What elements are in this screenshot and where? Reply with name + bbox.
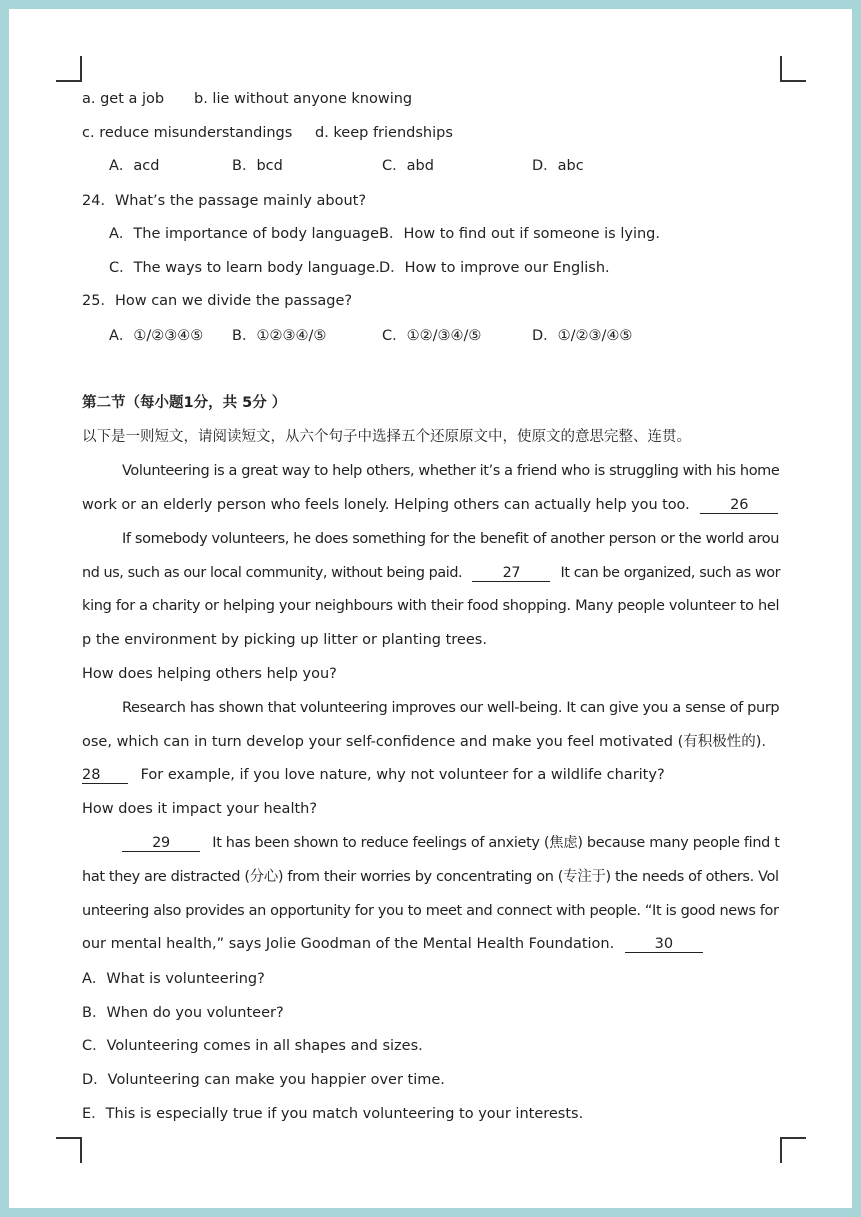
q23-item-a: a. get a job	[82, 91, 165, 107]
passage-p2-line-3: king for a charity or helping your neighbours with their food shopping. Many people volunteer to hel	[82, 598, 780, 614]
q23-item-d: d. keep friendships	[315, 125, 453, 141]
answer-blank-26[interactable]: 26	[700, 497, 778, 514]
q25-stem: 25．How can we divide the passage?	[82, 293, 353, 309]
choice-a[interactable]: A．What is volunteering?	[82, 971, 265, 987]
q24-option-c[interactable]: C．The ways to learn body language.	[109, 260, 380, 276]
choice-e[interactable]: E．This is especially true if you match volunteering to your interests.	[82, 1106, 584, 1122]
section-heading: 第二节（每小题1分，共 5分 ）	[82, 395, 287, 411]
q24-stem: 24．What’s the passage mainly about?	[82, 193, 367, 209]
section-instruction: 以下是一则短文，请阅读短文，从六个句子中选择五个还原原文中，使原文的意思完整、连贯。	[82, 429, 691, 445]
passage-p3-line-1: Research has shown that volunteering improves our well-being. It can give you a sense of purp	[122, 700, 780, 716]
answer-blank-27[interactable]: 27	[472, 565, 550, 582]
passage-p4-line-1	[122, 833, 780, 853]
q23-option-a[interactable]: A．acd	[109, 158, 160, 174]
answer-blank-29[interactable]: 29	[122, 835, 200, 852]
passage-p1-line-2	[82, 495, 778, 515]
q25-option-b[interactable]: B．①②③④/⑤	[232, 328, 327, 344]
q23-option-c[interactable]: C．abd	[382, 158, 434, 174]
passage-p2-line-4: p the environment by picking up litter or planting trees.	[82, 632, 487, 648]
q23-option-b[interactable]: B．bcd	[232, 158, 283, 174]
q23-option-d[interactable]: D．abc	[532, 158, 584, 174]
q25-option-a[interactable]: A．①/②③④⑤	[109, 328, 204, 344]
q23-item-c: c. reduce misunderstandings	[82, 125, 293, 141]
answer-blank-28[interactable]: 28	[82, 767, 128, 784]
passage-subheading-2: How does it impact your health?	[82, 801, 318, 817]
q23-item-b: b. lie without anyone knowing	[194, 91, 413, 107]
passage-p1-line-1: Volunteering is a great way to help others, whether it’s a friend who is struggling with his home	[122, 463, 780, 479]
passage-p4-line-2: hat they are distracted (分心) from their worries by concentrating on (专注于) the needs of others. Vol	[82, 869, 779, 885]
passage-text: For example, if you love nature, why not volunteer for a wildlife charity?	[140, 767, 665, 783]
crop-mark-bottom-left	[56, 1137, 82, 1163]
choice-d[interactable]: D．Volunteering can make you happier over time.	[82, 1072, 445, 1088]
q24-option-b[interactable]: B．How to find out if someone is lying.	[379, 226, 660, 242]
q25-option-c[interactable]: C．①②/③④/⑤	[382, 328, 482, 344]
crop-mark-bottom-right	[780, 1137, 806, 1163]
choice-b[interactable]: B．When do you volunteer?	[82, 1005, 284, 1021]
passage-p3-line-3	[82, 765, 665, 785]
passage-subheading-1: How does helping others help you?	[82, 666, 337, 682]
q25-option-d[interactable]: D．①/②③/④⑤	[532, 328, 633, 344]
passage-p2-line-1: If somebody volunteers, he does something for the benefit of another person or the world arou	[122, 531, 780, 547]
crop-mark-top-right	[780, 56, 806, 82]
passage-text: It has been shown to reduce feelings of anxiety (焦虑) because many people find t	[212, 835, 780, 851]
q24-option-a[interactable]: A．The importance of body language.	[109, 226, 384, 242]
crop-mark-top-left	[56, 56, 82, 82]
passage-p4-line-3: unteering also provides an opportunity for you to meet and connect with people. “It is good news for	[82, 903, 779, 919]
passage-text: It can be organized, such as wor	[560, 565, 781, 581]
answer-blank-30[interactable]: 30	[625, 936, 703, 953]
choice-c[interactable]: C．Volunteering comes in all shapes and sizes.	[82, 1038, 423, 1054]
passage-p3-line-2: ose, which can in turn develop your self-confidence and make you feel motivated (有积极性的).	[82, 734, 767, 750]
passage-p4-line-4	[82, 934, 703, 954]
q23-item-row-2	[82, 123, 453, 143]
q24-option-d[interactable]: D．How to improve our English.	[379, 260, 610, 276]
passage-p2-line-2	[82, 563, 780, 583]
passage-text: our mental health,” says Jolie Goodman of the Mental Health Foundation.	[82, 936, 615, 952]
q23-item-row-1	[82, 89, 413, 109]
passage-text: work or an elderly person who feels lonely. Helping others can actually help you too.	[82, 497, 690, 513]
passage-text: nd us, such as our local community, without being paid.	[82, 565, 463, 581]
